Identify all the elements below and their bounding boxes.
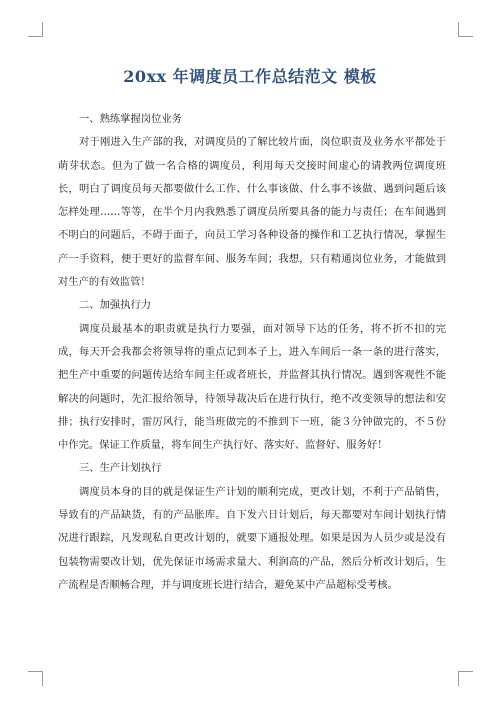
crop-mark-top-left [28, 22, 43, 37]
section-heading-3: 三、生产计划执行 [79, 462, 162, 475]
crop-mark-bottom-left [28, 671, 43, 686]
section-heading-2: 二、加强执行力 [79, 299, 152, 312]
section-body-2: 调度员最基本的职责就是执行力要强，面对领导下达的任务，将不折不扣的完成，每天开会我都会将领导将的重点记到本子上，进入车间后一条一条的进行落实，把生产中重要的问题传达给车间主任或者班长，并监督其执行情况。遇到客观性不能解决的问题时，先汇报给领导，待领导裁决后在进行执行，绝不改变领导的想法和安排；执行安排时，雷厉风行，能当班做完的不推到下一班，能３分钟做完的，不５份中作完。保证工作质量，将车间生产执行好、落实好、监督好、服务好！ [58, 322, 446, 452]
section-body-3: 调度员本身的目的就是保证生产计划的顺利完成，更改计划，不利于产品销售，导致有的产品缺货，有的产品胀库。自下发六日计划后，每天都要对车间计划执行情况进行跟踪，凡发现私自更改计划的，就要下通报处理。如果是因为人员少或是没有包装物需要改计划，优先保证市场需求量大、利润高的产品，然后分析改计划后，生产流程是否顺畅合理，并与调度班长进行结合，避免某中产品超标受考核。 [58, 485, 446, 591]
document-title: 20xx 年调度员工作总结范文 模板 [123, 67, 377, 86]
document-body [58, 108, 446, 597]
crop-mark-bottom-right [458, 671, 473, 686]
crop-mark-top-right [458, 22, 473, 37]
section-body-1: 对于刚进入生产部的我，对调度员的了解比较片面，岗位职责及业务水平都处于萌芽状态。但为了做一名合格的调度员，利用每天交接时间虚心的请教两位调度班长，明白了调度员每天都要做什么工作、什么事该做、什么事不该做、遇到问题后该怎样处理……等等，在半个月内我熟悉了调度员所要具备的能力与责任；在车间遇到不明白的问题后，不碍于面子，向员工学习各种设备的操作和工艺执行情况，掌握生产一手资料，便于更好的监督车间、服务车间；我想，只有精通岗位业务，才能做到对生产的有效监管！ [58, 136, 446, 289]
section-heading-1: 一、熟练掌握岗位业务 [79, 113, 182, 125]
